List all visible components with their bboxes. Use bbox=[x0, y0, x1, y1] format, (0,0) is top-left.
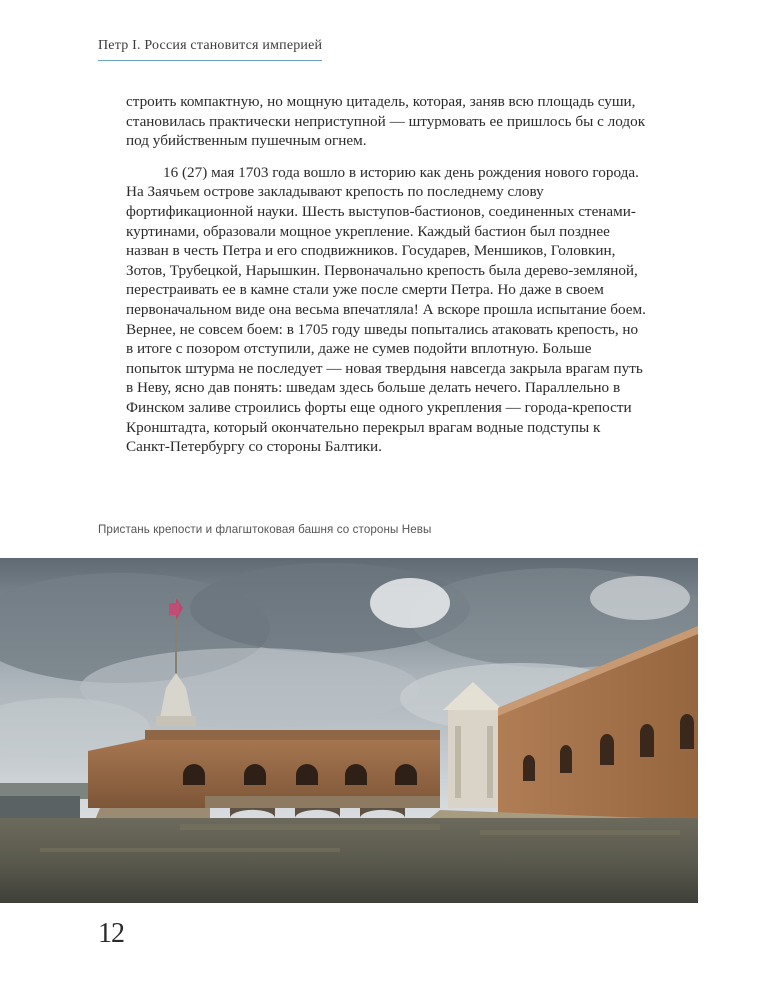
fortress-photo bbox=[0, 558, 698, 903]
running-head-title: Петр I. Россия становится империей bbox=[98, 38, 322, 61]
page-number: 12 bbox=[98, 918, 124, 949]
body-text bbox=[126, 92, 646, 457]
paragraph-2: 16 (27) мая 1703 года вошло в историю как день рождения нового города. На Заячьем острове закладывают крепость по последнему слову фортификационной науки. Шесть выступов-бастионов, соединенных стенами-куртинами, образовали мощное укрепление. Каждый бастион был позднее назван в честь Петра и его сподвижников. Государев, Меншиков, Головкин, Зотов, Трубецкой, Нарышкин. Первоначально крепость была дерево-земляной, перестраивать ее в камне стали уже после смерти Петра. Но даже в своем первоначальном виде она весьма впечатляла! А вскоре прошла испытание боем. Вернее, не совсем боем: в 1705 году шведы попытались атаковать крепость, но в итоге с позором отступили, даже не сумев подойти вплотную. Больше попыток штурма не последует — новая твердыня навсегда закрыла врагам путь в Неву, ясно дав понять: шведам здесь больше делать нечего. Параллельно в Финском заливе строились форты еще одного укрепления — города-крепости Кронштадта, который окончательно перекрыл врагам водные подступы к Санкт-Петербургу со стороны Балтики. bbox=[126, 163, 646, 456]
paragraph-1: строить компактную, но мощную цитадель, которая, заняв всю площадь суши, становилась практически неприступной — штурмовать ее пришлось бы с лодок под убийственным пушечным огнем. bbox=[126, 93, 646, 150]
figure-caption: Пристань крепости и флагштоковая башня со стороны Невы bbox=[98, 523, 432, 536]
